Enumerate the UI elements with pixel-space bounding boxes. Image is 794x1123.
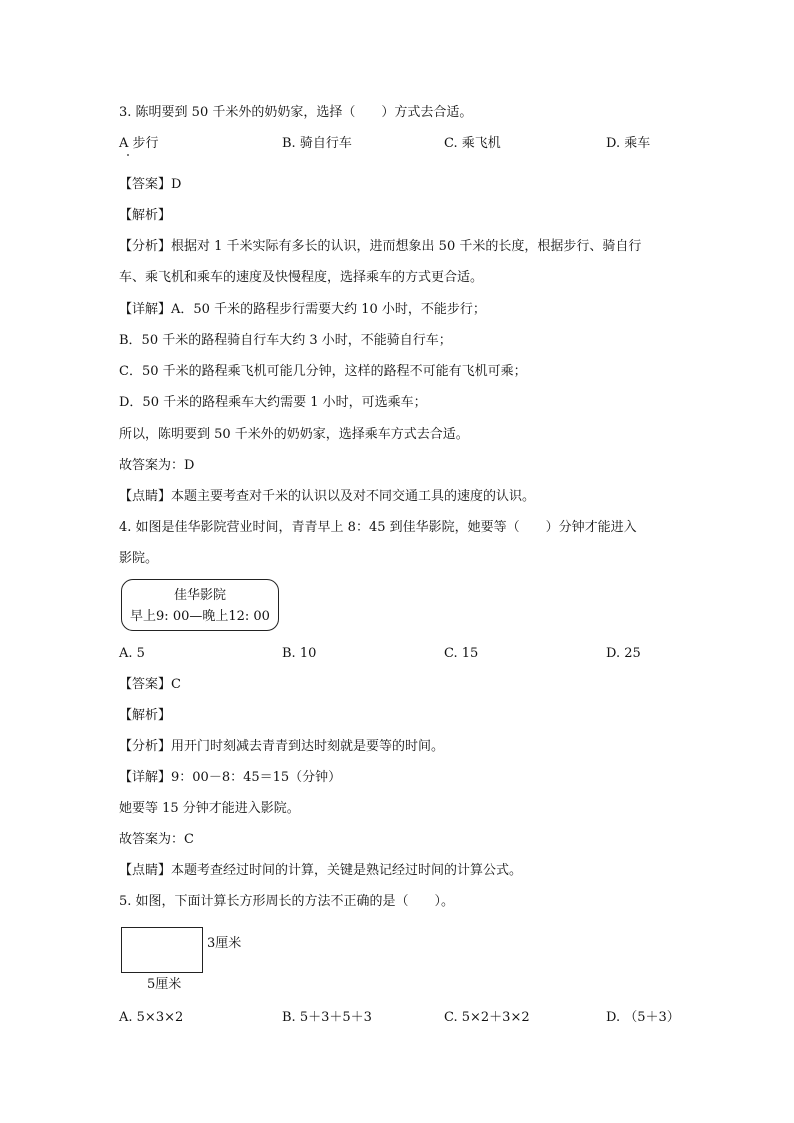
rectangle-width-label: 5厘米 [147, 977, 182, 992]
q5-option-d: D. （5＋3） [606, 1010, 680, 1025]
q4-final-answer: 故答案为：C [119, 832, 194, 847]
q4-fenxi: 【分析】用开门时刻减去青青到达时刻就是要等的时间。 [119, 739, 445, 754]
q4-detail2: 她要等 15 分钟才能进入影院。 [119, 801, 300, 816]
q3-fenxi-line1: 【分析】根据对 1 千米实际有多长的认识，进而想象出 50 千米的长度，根据步行、骑自行 [119, 239, 642, 254]
cinema-name: 佳华影院 [173, 588, 226, 603]
q3-option-d: D. 乘车 [606, 136, 651, 151]
rectangle-figure [121, 927, 203, 973]
q3-detail-a: 【详解】A．50 千米的路程步行需要大约 10 小时，不能步行； [119, 302, 486, 317]
q5-option-b: B. 5＋3＋5＋3 [282, 1010, 372, 1025]
q3-final-answer: 故答案为：D [119, 458, 195, 473]
q4-option-d: D. 25 [606, 646, 641, 661]
q5-option-c: C. 5×2＋3×2 [444, 1010, 530, 1025]
q4-question-line1: 4. 如图是佳华影院营业时间，青青早上 8：45 到佳华影院，她要等（ ）分钟才能进入 [119, 520, 637, 535]
q5-question: 5. 如图，下面计算长方形周长的方法不正确的是（ ）。 [119, 894, 455, 909]
q3-conclusion: 所以，陈明要到 50 千米外的奶奶家，选择乘车方式去合适。 [119, 427, 469, 442]
q4-option-a: A. 5 [119, 646, 145, 661]
q5-option-a: A. 5×3×2 [119, 1010, 184, 1025]
q4-question-line2: 影院。 [119, 551, 159, 566]
rectangle-height-label: 3厘米 [207, 936, 242, 951]
q3-question: 3. 陈明要到 50 千米外的奶奶家，选择（ ）方式去合适。 [119, 105, 473, 120]
stray-dot [127, 154, 129, 156]
q3-option-c: C. 乘飞机 [444, 136, 501, 151]
q3-option-b: B. 骑自行车 [282, 136, 352, 151]
q4-analysis-heading: 【解析】 [119, 708, 172, 723]
q3-answer: 【答案】D [119, 177, 182, 192]
q4-answer: 【答案】C [119, 677, 181, 692]
q3-detail-d: D．50 千米的路程乘车大约需要 1 小时，可选乘车； [119, 395, 427, 410]
cinema-hours: 早上9: 00—晚上12: 00 [130, 609, 270, 624]
q3-fenxi-line2: 车、乘飞机和乘车的速度及快慢程度，选择乘车的方式更合适。 [119, 270, 484, 285]
q3-option-a: A 步行 [119, 136, 159, 151]
q3-analysis-heading: 【解析】 [119, 208, 172, 223]
q4-comment: 【点睛】本题考查经过时间的计算，关键是熟记经过时间的计算公式。 [119, 863, 523, 878]
q4-option-b: B. 10 [282, 646, 317, 661]
cinema-hours-sign [121, 579, 279, 631]
q3-detail-c: C．50 千米的路程乘飞机可能几分钟，这样的路程不可能有飞机可乘； [119, 364, 527, 379]
q3-detail-b: B．50 千米的路程骑自行车大约 3 小时，不能骑自行车； [119, 333, 452, 348]
q4-option-c: C. 15 [444, 646, 479, 661]
q4-detail: 【详解】9：00－8：45＝15（分钟） [119, 770, 342, 785]
q3-comment: 【点睛】本题主要考查对千米的认识以及对不同交通工具的速度的认识。 [119, 489, 536, 504]
